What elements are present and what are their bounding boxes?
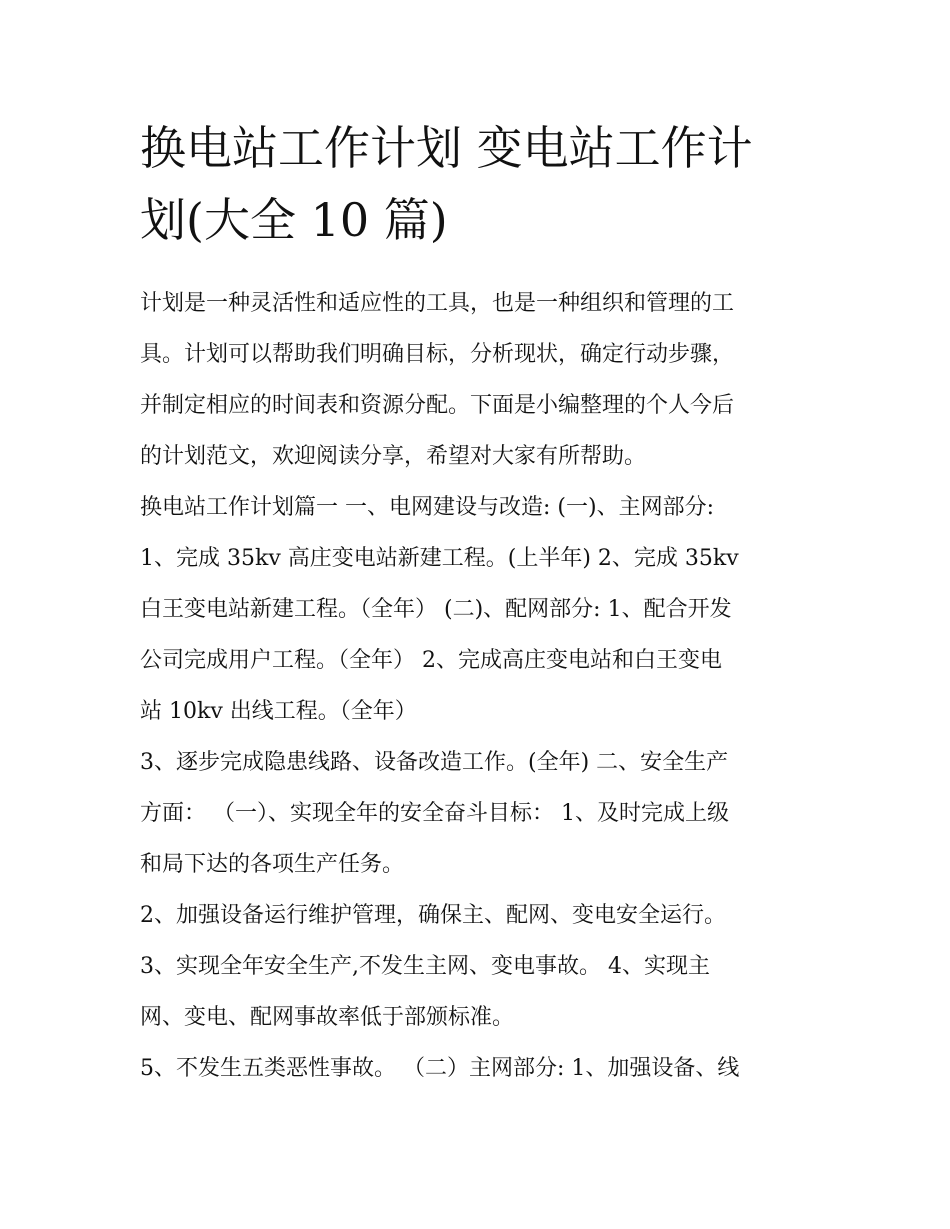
text-line: 和局下达的各项生产任务。 [140, 852, 405, 877]
annual-safety-paragraph [140, 941, 820, 1043]
text-line: 网、变电、配网事故率低于部颁标准。 [140, 1005, 515, 1030]
section-heading-paragraph [140, 482, 820, 533]
document-body [140, 278, 820, 1094]
maintenance-paragraph [140, 890, 820, 941]
document-title [140, 112, 820, 256]
text-line: 5、不发生五类恶性事故。 （二）主网部分: 1、加强设备、线 [140, 1056, 740, 1081]
text-line: 公司完成用户工程。（全年） 2、完成高庄变电站和白王变电 [140, 648, 722, 673]
text-line: 2、加强设备运行维护管理，确保主、配网、变电安全运行。 [140, 903, 726, 928]
text-line: 1、完成 35kv 高庄变电站新建工程。(上半年) 2、完成 35kv [140, 546, 739, 571]
text-line: 站 10kv 出线工程。（全年） [140, 699, 417, 724]
text-line: 白王变电站新建工程。（全年） (二)、配网部分: 1、配合开发 [140, 597, 732, 622]
text-line: 计划是一种灵活性和适应性的工具，也是一种组织和管理的工 [140, 291, 735, 316]
text-line: 并制定相应的时间表和资源分配。下面是小编整理的个人今后 [140, 393, 735, 418]
text-line: 换电站工作计划篇一 一、电网建设与改造: (一)、主网部分: [140, 495, 714, 520]
accident-prevention-paragraph [140, 1043, 820, 1094]
title-line: 换电站工作计划 变电站工作计 [140, 121, 753, 175]
text-line: 的计划范文，欢迎阅读分享，希望对大家有所帮助。 [140, 444, 647, 469]
text-line: 具。计划可以帮助我们明确目标，分析现状，确定行动步骤， [140, 342, 735, 367]
grid-construction-paragraph [140, 533, 820, 737]
title-line: 划(大全 10 篇) [140, 193, 448, 247]
text-line: 方面： （一）、实现全年的安全奋斗目标： 1、及时完成上级 [140, 801, 729, 826]
text-line: 3、逐步完成隐患线路、设备改造工作。(全年) 二、安全生产 [140, 750, 729, 775]
text-line: 3、实现全年安全生产,不发生主网、变电事故。 4、实现主 [140, 954, 710, 979]
safety-production-paragraph [140, 737, 820, 890]
intro-paragraph [140, 278, 820, 482]
